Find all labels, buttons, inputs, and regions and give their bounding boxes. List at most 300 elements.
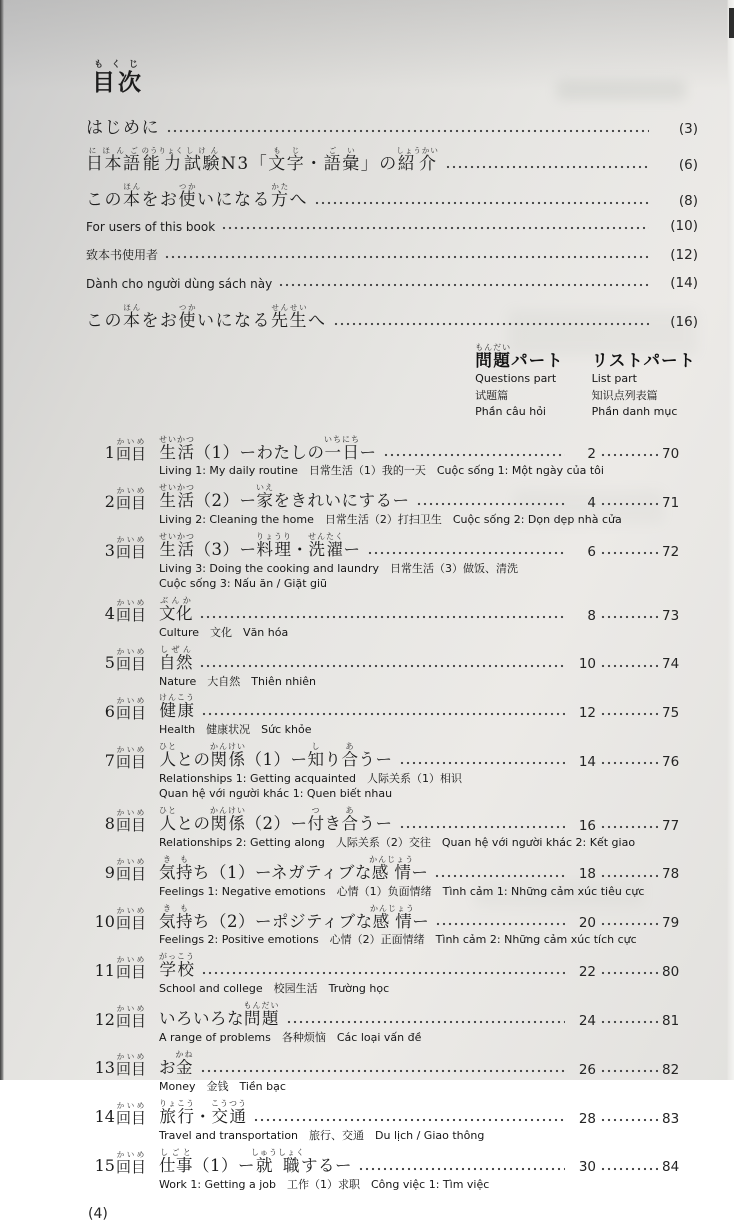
lesson-number <box>86 486 146 512</box>
questions-page-number: 6 <box>587 543 596 560</box>
ruby-text: 合あ <box>341 742 359 770</box>
lesson-number <box>86 808 146 834</box>
ruby-text: 回目かいめ <box>115 857 146 884</box>
toc-entry-main <box>86 742 698 770</box>
toc-entry-main <box>86 645 698 673</box>
lesson-number <box>86 906 146 932</box>
ruby-text: 洗濯せんたく <box>308 532 344 560</box>
dot-leader <box>278 283 649 287</box>
ruby-text: 回目かいめ <box>115 598 146 625</box>
lesson-title <box>159 1050 194 1078</box>
plain-text: （3）ー <box>194 540 257 560</box>
ruby-text: 感情かんじょう <box>369 903 415 931</box>
ruby-text <box>475 343 511 371</box>
list-page-number: 71 <box>662 495 680 512</box>
toc-heading-furigana: もくじ <box>92 60 144 70</box>
furigana: しょうかい <box>396 146 439 155</box>
lesson-subtitle <box>159 1129 698 1144</box>
toc-entry <box>86 532 698 592</box>
questions-part-header <box>475 339 564 421</box>
table-header <box>86 339 696 421</box>
lesson-subtitle-line: Quan hệ với người khác 1: Quen biết nhau <box>159 787 393 801</box>
ruby-text: 回目かいめ <box>115 1052 146 1079</box>
questions-page-number: 2 <box>587 446 596 463</box>
lesson-subtitle <box>159 626 698 641</box>
ruby-text: 一日いちにち <box>324 434 360 462</box>
list-page-number: 79 <box>662 915 680 932</box>
ruby-text: 日本語にほんご <box>86 146 142 174</box>
lesson-subtitle <box>159 836 698 851</box>
ruby-text: 回目かいめ <box>115 1150 146 1177</box>
plain-text: をお <box>141 190 179 210</box>
furigana: せいかつ <box>159 532 195 542</box>
lesson-number-value: 8 <box>104 814 115 834</box>
toc-entry <box>86 435 698 480</box>
lesson-subtitle-line: Feelings 2: Positive emotions 心情（2）正面情绪 Tình cảm 2: Những cảm xúc tích cực <box>159 933 637 947</box>
toc-entry <box>86 596 698 641</box>
lesson-subtitle-line: Feelings 1: Negative emotions 心情（1）负面情绪 Tình cảm 1: Những cảm xúc tiêu cực <box>159 884 645 898</box>
toc-entry <box>86 952 698 997</box>
toc-entry <box>86 806 698 851</box>
ruby-text: 生活せいかつ <box>159 434 195 462</box>
lesson-number <box>86 696 146 722</box>
furigana: ぶんか <box>159 595 193 605</box>
furigana: かいめ <box>115 1101 146 1111</box>
lesson-title <box>159 904 429 932</box>
dot-leader <box>600 874 658 878</box>
front-matter-title <box>86 146 439 174</box>
front-matter-row <box>86 303 698 331</box>
lesson-title <box>159 596 193 624</box>
dot-leader <box>200 1069 566 1073</box>
furigana: かいめ <box>115 695 146 705</box>
dot-leader <box>201 712 565 716</box>
furigana: せいかつ <box>159 434 195 444</box>
dot-leader <box>416 502 566 506</box>
dot-leader <box>600 922 658 926</box>
questions-page-number: 22 <box>578 964 596 981</box>
ruby-text: 人ひと <box>159 805 177 833</box>
ruby-text: 回目かいめ <box>115 954 146 981</box>
plain-text: ・ <box>194 1106 212 1126</box>
toc-entry-main <box>86 1099 698 1127</box>
toc-list <box>86 435 698 1193</box>
toc-entry <box>86 693 698 738</box>
ruby-text: 感情かんじょう <box>369 854 415 882</box>
plain-text: いになる <box>197 311 271 331</box>
lesson-title <box>159 645 193 673</box>
lesson-subtitle <box>159 982 698 997</box>
lesson-title <box>159 483 410 511</box>
questions-page-number: 8 <box>587 607 596 624</box>
list-page-number: 81 <box>662 1012 680 1029</box>
front-matter-list <box>86 113 698 331</box>
lesson-title <box>159 1148 352 1176</box>
front-matter-row <box>86 113 698 138</box>
questions-title-base: 問題 <box>475 351 512 370</box>
plain-text: For users of this book <box>86 220 216 234</box>
plain-text: （1）ーわたしの <box>194 442 325 462</box>
lesson-subtitle-line: School and college 校园生活 Trường học <box>159 982 390 996</box>
front-matter-row <box>86 182 698 210</box>
ruby-text: 気持きも <box>159 903 193 931</box>
ruby-text: 合あ <box>341 805 359 833</box>
lesson-number-value: 7 <box>104 750 115 770</box>
lesson-number <box>86 1150 146 1176</box>
lesson-number-value: 5 <box>104 652 115 672</box>
furigana: かいめ <box>115 1150 146 1160</box>
plain-text: へ <box>308 311 327 331</box>
list-page-number: 80 <box>662 964 680 981</box>
ruby-text: 本ほん <box>123 182 142 210</box>
ruby-text: 方かた <box>271 182 290 210</box>
furigana: りょうり <box>256 532 292 542</box>
ruby-text: 回目かいめ <box>115 1003 146 1030</box>
furigana: せいかつ <box>159 483 195 493</box>
plain-text: ー <box>359 442 377 462</box>
front-matter-title <box>86 303 327 331</box>
plain-text: （2）ー <box>245 813 308 833</box>
ruby-text: 本ほん <box>123 303 142 331</box>
ruby-text: 回目かいめ <box>115 695 146 722</box>
lesson-subtitle-line: Living 1: My daily routine 日常生活（1）我的一天 Cuộc sống 1: Một ngày của tôi <box>159 464 604 478</box>
questions-page-number: 14 <box>578 754 596 770</box>
ruby-text: 気持きも <box>159 854 193 882</box>
lesson-number <box>86 647 146 673</box>
lesson-title <box>159 806 393 834</box>
furigana: かいめ <box>115 808 146 818</box>
plain-text: との <box>176 813 211 833</box>
furigana: あ <box>341 742 359 752</box>
lesson-subtitle <box>159 1031 698 1046</box>
furigana: かいめ <box>115 857 146 867</box>
furigana: いちにち <box>324 434 360 444</box>
plain-text: （1）ー <box>193 1155 255 1175</box>
questions-part-zh: 试题篇 <box>475 388 509 402</box>
furigana: せんせい <box>271 303 308 312</box>
toc-entry-main <box>86 952 698 980</box>
lesson-number-value: 13 <box>94 1058 115 1078</box>
list-part-header <box>592 339 696 421</box>
plain-text: をきれいにするー <box>273 491 410 511</box>
list-page-number: 76 <box>662 754 680 770</box>
plain-text: ち（2）ーポジティブな <box>193 911 373 931</box>
questions-page-number: 26 <box>578 1061 596 1078</box>
lesson-subtitle-line: Health 健康状况 Sức khỏe <box>159 723 312 737</box>
list-page-number: 77 <box>662 817 680 834</box>
ruby-text: 仕事しごと <box>159 1147 193 1175</box>
ruby-text: 生活せいかつ <box>159 483 195 511</box>
plain-text: はじめに <box>86 118 160 138</box>
furigana: かいめ <box>115 436 146 446</box>
lesson-title <box>159 435 377 463</box>
list-page-number: 75 <box>662 705 680 722</box>
front-matter-title <box>86 113 160 138</box>
dot-leader <box>399 761 566 765</box>
dot-leader <box>286 1020 566 1024</box>
toc-entry-main <box>86 806 698 834</box>
toc-entry-main <box>86 532 698 560</box>
lesson-subtitle-line: Living 3: Doing the cooking and laundry 日常生活（3）做饭、清洗 <box>159 562 518 576</box>
lesson-number-value: 2 <box>104 491 115 511</box>
toc-entry <box>86 1099 698 1144</box>
furigana: ほん <box>123 303 142 312</box>
lesson-subtitle <box>159 772 698 802</box>
front-matter-page-number: (16) <box>670 314 698 330</box>
ruby-text: 人ひと <box>159 742 177 770</box>
toc-entry-main <box>86 1001 698 1029</box>
furigana: ひと <box>159 805 177 815</box>
lesson-subtitle-line: Cuộc sống 3: Nấu ăn / Giặt giũ <box>159 576 328 590</box>
ruby-text: 回目かいめ <box>115 436 146 463</box>
dot-leader <box>600 453 658 457</box>
plain-text: お <box>159 1057 176 1077</box>
dot-leader <box>314 201 649 205</box>
furigana: しゅうしょく <box>251 1147 305 1157</box>
ruby-text: 料理りょうり <box>256 532 292 560</box>
dot-leader <box>435 922 565 926</box>
plain-text: （1）ー <box>245 750 308 770</box>
lesson-number-value: 10 <box>94 911 115 931</box>
furigana: せんたく <box>308 532 344 542</box>
furigana: ほん <box>123 182 142 191</box>
plain-text: ち（1）ーネガティブな <box>193 862 372 882</box>
furigana: かいめ <box>115 534 146 544</box>
furigana: かんけい <box>210 742 246 752</box>
list-part-en: List part <box>591 372 637 385</box>
front-matter-row <box>86 246 698 264</box>
plain-text: へ <box>289 190 308 210</box>
toc-entry <box>86 1050 698 1095</box>
front-matter-title <box>86 182 308 210</box>
furigana: けんこう <box>159 693 195 703</box>
lesson-subtitle <box>159 562 698 592</box>
toc-entry-main <box>86 855 698 883</box>
toc-entry-main <box>86 693 698 721</box>
lesson-subtitle-line: Work 1: Getting a job 工作（1）求职 Công việc 1: Tìm việc <box>159 1177 490 1191</box>
ruby-text: 試験しけん <box>184 146 221 174</box>
lesson-number <box>86 1052 146 1078</box>
list-page-number: 73 <box>662 607 680 624</box>
dot-leader <box>600 1069 658 1073</box>
ruby-text: 能力のうりょく <box>141 146 184 174</box>
plain-text: （2）ー <box>194 491 257 511</box>
questions-page-number: 4 <box>587 495 596 512</box>
lesson-number-value: 3 <box>104 540 115 560</box>
ruby-text: 関係かんけい <box>210 742 246 770</box>
dot-leader <box>600 712 658 716</box>
furigana: し <box>307 742 325 752</box>
front-matter-row <box>86 218 698 235</box>
lesson-number-value: 14 <box>94 1107 115 1127</box>
furigana: こうつう <box>211 1098 247 1108</box>
list-page-number: 84 <box>662 1159 680 1176</box>
dot-leader <box>600 1118 658 1122</box>
furigana: もんだい <box>243 1001 280 1011</box>
ruby-text: 旅行りょこう <box>159 1098 195 1126</box>
questions-title-furigana: もんだい <box>475 343 512 352</box>
dot-leader <box>201 971 565 975</box>
ruby-text: 就職しゅうしょく <box>251 1147 305 1175</box>
lesson-number-value: 11 <box>94 960 115 980</box>
furigana: きも <box>159 854 193 864</box>
front-matter-page-number: (3) <box>678 121 698 137</box>
list-page-number: 74 <box>662 656 680 673</box>
furigana: かんじょう <box>369 854 415 864</box>
toc-entry <box>86 645 698 690</box>
lesson-title <box>159 693 195 721</box>
list-page-number: 72 <box>662 543 680 560</box>
ruby-text: 回目かいめ <box>115 534 146 561</box>
list-page-number: 83 <box>662 1110 680 1127</box>
lesson-subtitle-line: A range of problems 各种烦恼 Các loại vấn đề <box>159 1031 422 1045</box>
lesson-subtitle <box>159 675 698 690</box>
furigana: つか <box>178 303 197 312</box>
front-matter-row <box>86 146 698 174</box>
list-page-number: 82 <box>662 1061 680 1078</box>
ruby-text: 金かね <box>175 1049 194 1077</box>
questions-page-number: 10 <box>578 656 596 673</box>
plain-text: ー <box>412 911 430 931</box>
dot-leader <box>199 615 565 619</box>
toc-entry-main <box>86 904 698 932</box>
lesson-subtitle <box>159 723 698 738</box>
furigana: いえ <box>256 483 274 493</box>
furigana: かいめ <box>115 905 146 915</box>
list-page-number: 70 <box>662 446 680 463</box>
toc-entry-main <box>86 1148 698 1176</box>
ruby-text: 生活せいかつ <box>159 532 195 560</box>
lesson-number <box>86 437 146 463</box>
furigana: かいめ <box>115 744 146 754</box>
lesson-number <box>86 1004 146 1030</box>
lesson-subtitle-line: Living 2: Cleaning the home 日常生活（2）打扫卫生 Cuộc sống 2: Dọn dẹp nhà cửa <box>159 513 622 527</box>
ruby-text: 家いえ <box>256 483 274 511</box>
dot-leader <box>164 255 649 259</box>
lesson-title <box>159 742 393 770</box>
front-matter-title <box>86 246 158 264</box>
plain-text: いになる <box>197 190 271 210</box>
furigana: かいめ <box>115 598 146 608</box>
toc-entry <box>86 742 698 802</box>
front-matter-page-number: (10) <box>670 218 698 234</box>
questions-part-vi: Phần câu hỏi <box>475 405 546 418</box>
plain-text: ・ <box>291 540 309 560</box>
list-page-number: 78 <box>662 866 680 883</box>
toc-entry-main <box>86 483 698 511</box>
lesson-number-value: 12 <box>94 1009 115 1029</box>
lesson-subtitle-line: Nature 大自然 Thiên nhiên <box>159 674 317 688</box>
dot-leader <box>253 1118 565 1122</box>
plain-text: この <box>86 190 123 210</box>
questions-page-number: 28 <box>578 1110 596 1127</box>
plain-text: N3「 <box>221 154 269 174</box>
page-title <box>92 60 698 97</box>
questions-title-suffix: パート <box>511 351 564 370</box>
plain-text: するー <box>301 1155 352 1175</box>
furigana: ごい <box>323 146 361 155</box>
lesson-subtitle-line: Money 金钱 Tiền bạc <box>159 1079 286 1093</box>
front-matter-row <box>86 275 698 292</box>
lesson-title <box>159 855 428 883</box>
dot-leader <box>358 1167 565 1171</box>
lesson-number <box>86 857 146 883</box>
toc-entry-main <box>86 1050 698 1078</box>
ruby-text: 紹介しょうかい <box>396 146 439 174</box>
plain-text: き <box>324 813 342 833</box>
lesson-subtitle <box>159 1178 698 1193</box>
furigana: しぜん <box>159 644 193 654</box>
dot-leader <box>333 322 650 326</box>
questions-part-en: Questions part <box>475 372 557 385</box>
dot-leader <box>600 551 658 555</box>
furigana: かいめ <box>115 647 146 657</box>
toc-entry <box>86 855 698 900</box>
dot-leader <box>434 874 565 878</box>
lesson-title <box>159 532 361 560</box>
lesson-number-value: 1 <box>104 442 115 462</box>
dot-leader <box>445 165 649 169</box>
ruby-text: 回目かいめ <box>115 485 146 512</box>
dot-leader <box>600 502 658 506</box>
furigana: かいめ <box>115 954 146 964</box>
front-matter-page-number: (12) <box>670 247 698 263</box>
plain-text: 致本书使用者 <box>86 248 159 262</box>
plain-text: をお <box>141 311 179 331</box>
toc-entry <box>86 1148 698 1193</box>
ruby-text: 文化ぶんか <box>159 595 193 623</box>
plain-text: Dành cho người dùng sách này <box>86 277 273 291</box>
plain-text: この <box>86 311 123 331</box>
dot-leader <box>600 1020 658 1024</box>
furigana: しけん <box>184 146 221 155</box>
toc-entry <box>86 483 698 528</box>
furigana: かいめ <box>115 485 146 495</box>
questions-page-number: 18 <box>578 866 596 883</box>
furigana: かいめ <box>115 1052 146 1062</box>
furigana: かんけい <box>210 805 246 815</box>
toc-entry <box>86 1001 698 1046</box>
questions-page-number: 20 <box>578 915 596 932</box>
lesson-subtitle-line: Culture 文化 Văn hóa <box>159 625 289 639</box>
plain-text: ー <box>343 540 361 560</box>
lesson-number <box>86 598 146 624</box>
dot-leader <box>383 453 566 457</box>
furigana: もじ <box>268 146 306 155</box>
ruby-text: 回目かいめ <box>115 744 146 771</box>
ruby-text: 自然しぜん <box>159 644 193 672</box>
dot-leader <box>600 615 658 619</box>
ruby-text: 関係かんけい <box>210 805 246 833</box>
dot-leader <box>199 664 565 668</box>
front-matter-page-number: (6) <box>678 157 698 173</box>
furigana: かね <box>175 1049 194 1059</box>
ruby-text: 回目かいめ <box>115 808 146 835</box>
front-matter-title <box>86 277 272 292</box>
ruby-text: 語彙ごい <box>323 146 361 174</box>
dot-leader <box>600 1167 658 1171</box>
ruby-text: 使つか <box>178 303 197 331</box>
front-matter-page-number: (8) <box>678 193 698 209</box>
dot-leader <box>166 129 649 133</box>
furigana: あ <box>341 805 359 815</box>
lesson-number <box>86 745 146 771</box>
ruby-text: 回目かいめ <box>115 1101 146 1128</box>
dot-leader <box>600 971 658 975</box>
ruby-text: 回目かいめ <box>115 905 146 932</box>
furigana: つ <box>307 805 325 815</box>
questions-page-number: 30 <box>578 1159 596 1176</box>
